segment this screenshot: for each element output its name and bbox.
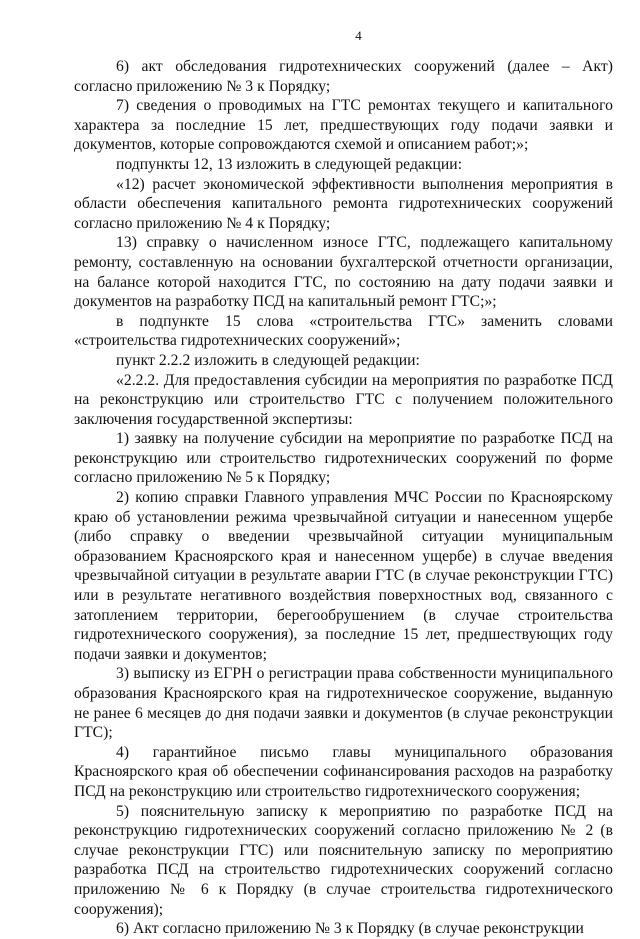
- paragraph-list-item-3: 3) выписку из ЕГРН о регистрации права собственности муниципального образования Красноярского края на гидротехническое сооружение, выданную не ранее 6 месяцев до дня подачи заявки и документов (в случае реконструкции ГТС);: [74, 665, 613, 742]
- paragraph-item-13-wear-certificate: 13) справку о начисленном износе ГТС, подлежащего капитальному ремонту, составленную на основании бухгалтерской отчетности организации, на балансе которой находится ГТС, по состоянию на дату подачи заявки и документов на разработку ПСД на капитальный ремонт ГТС;»;: [74, 234, 613, 311]
- paragraph-item-12-calculation: «12) расчет экономической эффективности выполнения мероприятия в области обеспечения капитального ремонта гидротехнических сооружений согласно приложению № 4 к Порядку;: [74, 175, 613, 232]
- paragraph-item-7-repairs: 7) сведения о проводимых на ГТС ремонтах текущего и капитального характера за последние 15 лет, предшествующих году подачи заявки и документов, которые сопровождаются схемой и описанием работ;»;: [74, 97, 613, 154]
- paragraph-list-item-1: 1) заявку на получение субсидии на мероприятие по разработке ПСД на реконструкцию или строительство гидротехнических сооружений по форме согласно приложению № 5 к Порядку;: [74, 430, 613, 487]
- paragraph-subpoints-12-13: подпункты 12, 13 изложить в следующей редакции:: [116, 155, 463, 173]
- paragraph-list-item-2: 2) копию справки Главного управления МЧС России по Красноярскому краю об установлении режима чрезвычайной ситуации и нанесенном ущербе (либо справку о введении чрезвычайной ситуации муниципальным образованием Красноярского края и нанесенном ущербе) в случае введения чрезвычайной ситуации в результате аварии ГТС (в случае реконструкции ГТС) или в результате негативного воздействия поверхностных вод, связанного с затоплением территории, берегообрушением (в случае строительства гидротехнического сооружения), за последние 15 лет, предшествующих году подачи заявки и документов;: [74, 489, 613, 663]
- paragraph-list-item-6: 6) Акт согласно приложению № 3 к Порядку (в случае реконструкции: [116, 920, 584, 938]
- paragraph-item-6-act: 6) акт обследования гидротехнических сооружений (далее – Акт) согласно приложению № 3 к Порядку;: [74, 58, 613, 95]
- paragraph-point-2-2-2-intro: пункт 2.2.2 изложить в следующей редакции:: [116, 351, 420, 369]
- paragraph-list-item-4: 4) гарантийное письмо главы муниципального образования Красноярского края об обеспечении софинансирования расходов на разработку ПСД на реконструкцию или строительство гидротехнического сооружения;: [74, 743, 613, 800]
- paragraph-point-2-2-2: «2.2.2. Для предоставления субсидии на мероприятия по разработке ПСД на реконструкцию или строительство ГТС с получением положительного заключения государственной экспертизы:: [74, 371, 613, 428]
- paragraph-list-item-5: 5) пояснительную записку к мероприятию по разработке ПСД на реконструкцию гидротехнических сооружений согласно приложению № 2 (в случае реконструкции ГТС) или пояснительную записку по мероприятию разработка ПСД на строительство гидротехнических сооружений согласно приложению № 6 к Порядку (в случае строительства гидротехнического сооружения);: [74, 802, 613, 918]
- paragraph-subpoint-15-replace: в подпункте 15 слова «строительства ГТС» заменить словами «строительства гидротехнических сооружений»;: [74, 312, 613, 350]
- page-number: 4: [355, 28, 362, 43]
